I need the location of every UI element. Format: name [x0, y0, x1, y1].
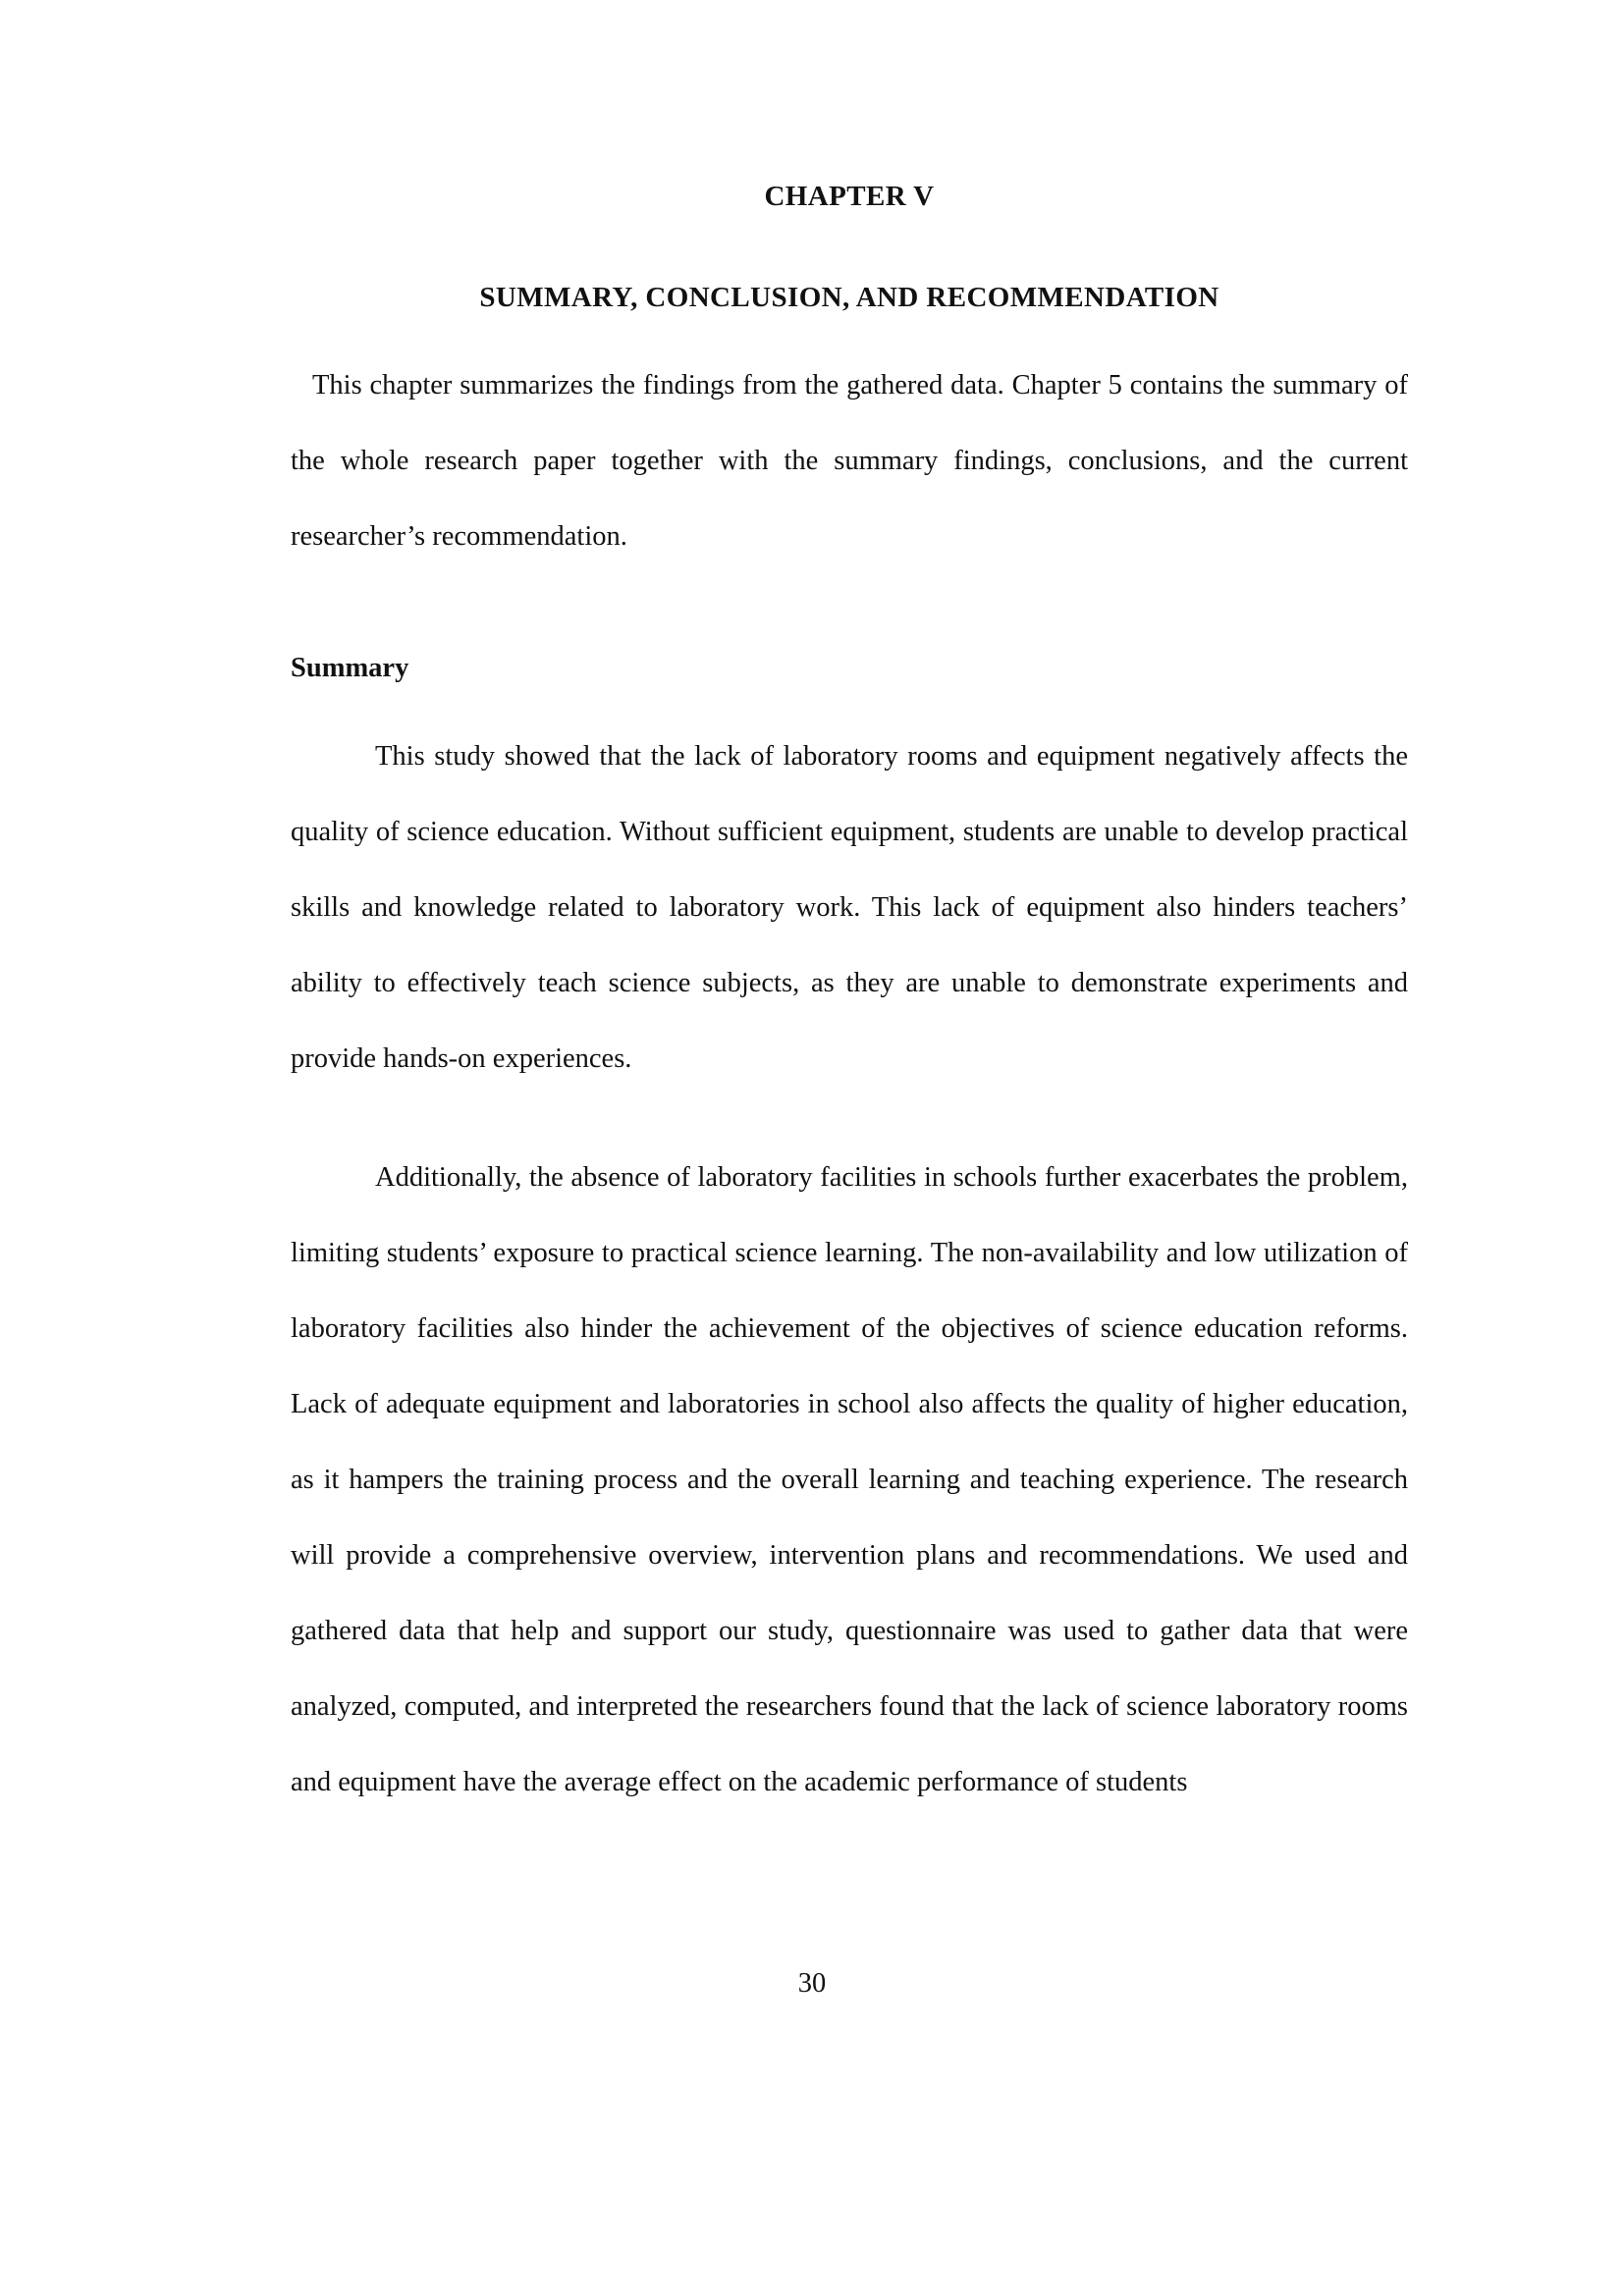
heading-spacer — [291, 211, 1408, 284]
page-content — [291, 181, 1408, 1797]
chapter-heading: CHAPTER V — [764, 181, 935, 212]
section-title: SUMMARY, CONCLUSION, AND RECOMMENDATION — [479, 282, 1219, 313]
summary-paragraph-1: This study showed that the lack of laboratory rooms and equipment negatively affects the quality of science education. Without sufficient equipment, students are unable to develop practical skills and knowledge related to laboratory work. This lack of equipment also hinders teachers’ ability to effectively teach science subjects, as they are unable to demonstrate experiments and provide hands-on experiences. — [291, 740, 1408, 1074]
intro-paragraph: This chapter summarizes the findings from the gathered data. Chapter 5 contains the summary of the whole research paper together with the summary findings, conclusions, and the current researcher’s recommendation. — [291, 370, 1408, 552]
page-number: 30 — [797, 1968, 827, 1999]
summary-paragraph-2: Additionally, the absence of laboratory facilities in schools further exacerbates the problem, limiting students’ exposure to practical science learning. The non-availability and low utilization of laboratory facilities also hinder the achievement of the objectives of science education reforms. Lack of adequate equipment and laboratories in school also affects the quality of higher education, as it hampers the training process and the overall learning and teaching experience. The research will provide a comprehensive overview, intervention plans and recommendations. We used and gathered data that help and support our study, questionnaire was used to gather data that were analyzed, computed, and interpreted the researchers found that the lack of science laboratory rooms and equipment have the average effect on the academic performance of students — [291, 1161, 1408, 1797]
summary-heading: Summary — [291, 653, 409, 683]
